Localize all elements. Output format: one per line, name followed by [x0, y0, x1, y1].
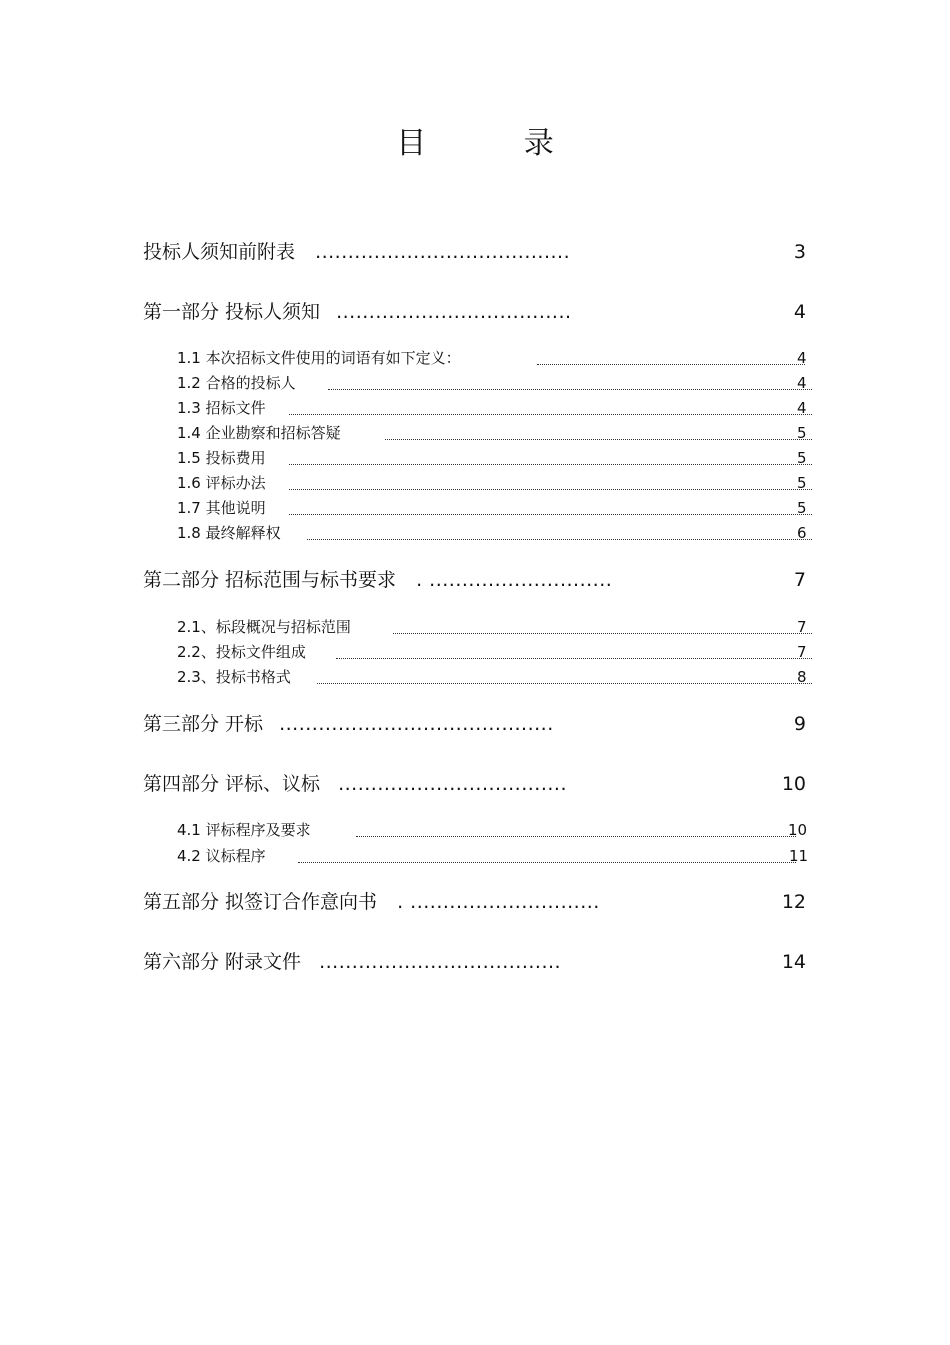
toc-entry-text: 1.5 投标费用 — [177, 449, 266, 467]
toc-leader — [393, 633, 812, 634]
toc-leader — [307, 539, 812, 540]
toc-subentry[interactable] — [177, 423, 341, 443]
toc-entry-text: 第三部分 开标 — [143, 713, 264, 735]
toc-page-number: 5 — [797, 499, 807, 517]
toc-leader — [289, 414, 812, 415]
toc-leader: ....................................... — [315, 241, 571, 263]
toc-entry[interactable] — [143, 712, 554, 736]
toc-leader — [336, 658, 812, 659]
toc-subentry[interactable] — [177, 473, 266, 493]
toc-entry-text: 投标人须知前附表 — [143, 241, 296, 263]
toc-page-number: 4 — [793, 301, 806, 323]
toc-subentry[interactable] — [177, 348, 461, 368]
toc-entry[interactable] — [143, 950, 561, 974]
toc-entry-text: 1.7 其他说明 — [177, 499, 266, 517]
toc-page-number: 5 — [797, 449, 807, 467]
toc-entry-text: 1.1 本次招标文件使用的词语有如下定义： — [177, 349, 461, 367]
toc-entry-text: 第六部分 附录文件 — [143, 951, 302, 973]
toc-subentry[interactable] — [177, 398, 266, 418]
toc-subentry[interactable] — [177, 498, 266, 518]
toc-page-number: 4 — [797, 374, 807, 392]
toc-leader — [317, 683, 812, 684]
toc-leader: .......................................... — [279, 713, 554, 735]
toc-page-number: 11 — [789, 847, 809, 865]
toc-page-number: 9 — [793, 713, 806, 735]
toc-page-number: 8 — [797, 668, 807, 686]
toc-entry[interactable] — [143, 568, 612, 592]
toc-leader — [298, 862, 796, 863]
toc-entry[interactable] — [143, 240, 570, 264]
toc-page-number: 5 — [797, 424, 807, 442]
toc-subentry[interactable] — [177, 667, 291, 687]
toc-subentry[interactable] — [177, 846, 266, 866]
toc-page-number: 10 — [788, 821, 808, 839]
toc-subentry[interactable] — [177, 617, 351, 637]
toc-leader: .................................... — [336, 301, 572, 323]
toc-entry[interactable] — [143, 772, 567, 796]
toc-entry-text: 2.2、投标文件组成 — [177, 643, 306, 661]
toc-leader — [289, 514, 812, 515]
toc-entry-text: 4.1 评标程序及要求 — [177, 821, 311, 839]
toc-page-number: 4 — [797, 399, 807, 417]
toc-subentry[interactable] — [177, 820, 311, 840]
toc-entry-text: 1.2 合格的投标人 — [177, 374, 296, 392]
toc-leader — [289, 489, 812, 490]
toc-entry-text: 4.2 议标程序 — [177, 847, 266, 865]
toc-subentry[interactable] — [177, 523, 281, 543]
toc-leader — [537, 364, 805, 365]
toc-subentry[interactable] — [177, 642, 306, 662]
toc-leader: . ............................. — [397, 891, 600, 913]
toc-entry-text: 1.3 招标文件 — [177, 399, 266, 417]
toc-entry-text: 第二部分 招标范围与标书要求 — [143, 569, 397, 591]
toc-page-number: 5 — [797, 474, 807, 492]
toc-page-number: 7 — [797, 643, 807, 661]
toc-subentry[interactable] — [177, 448, 266, 468]
toc-page-number: 14 — [781, 951, 806, 973]
toc-page-number: 4 — [797, 349, 807, 367]
toc-entry-text: 2.1、标段概况与招标范围 — [177, 618, 351, 636]
toc-leader — [385, 439, 812, 440]
toc-leader: ................................... — [338, 773, 567, 795]
toc-entry[interactable] — [143, 300, 572, 324]
toc-entry-text: 第一部分 投标人须知 — [143, 301, 321, 323]
toc-leader — [289, 464, 812, 465]
toc-entry-text: 1.4 企业勘察和招标答疑 — [177, 424, 341, 442]
toc-page-number: 7 — [793, 569, 806, 591]
toc-entry-text: 1.8 最终解释权 — [177, 524, 281, 542]
toc-page-number: 12 — [781, 891, 806, 913]
toc-entry[interactable] — [143, 890, 600, 914]
toc-entry-text: 1.6 评标办法 — [177, 474, 266, 492]
toc-leader: . ............................ — [416, 569, 613, 591]
toc-page-number: 10 — [781, 773, 806, 795]
toc-page-number: 7 — [797, 618, 807, 636]
toc-leader: ..................................... — [319, 951, 562, 973]
toc-entry-text: 第四部分 评标、议标 — [143, 773, 321, 795]
toc-page-number: 6 — [797, 524, 807, 542]
toc-entry-text: 第五部分 拟签订合作意向书 — [143, 891, 378, 913]
toc-subentry[interactable] — [177, 373, 296, 393]
toc-leader — [356, 836, 796, 837]
page-title: 目 录 — [396, 126, 598, 161]
toc-page-number: 3 — [793, 241, 806, 263]
toc-leader — [328, 389, 812, 390]
toc-entry-text: 2.3、投标书格式 — [177, 668, 291, 686]
